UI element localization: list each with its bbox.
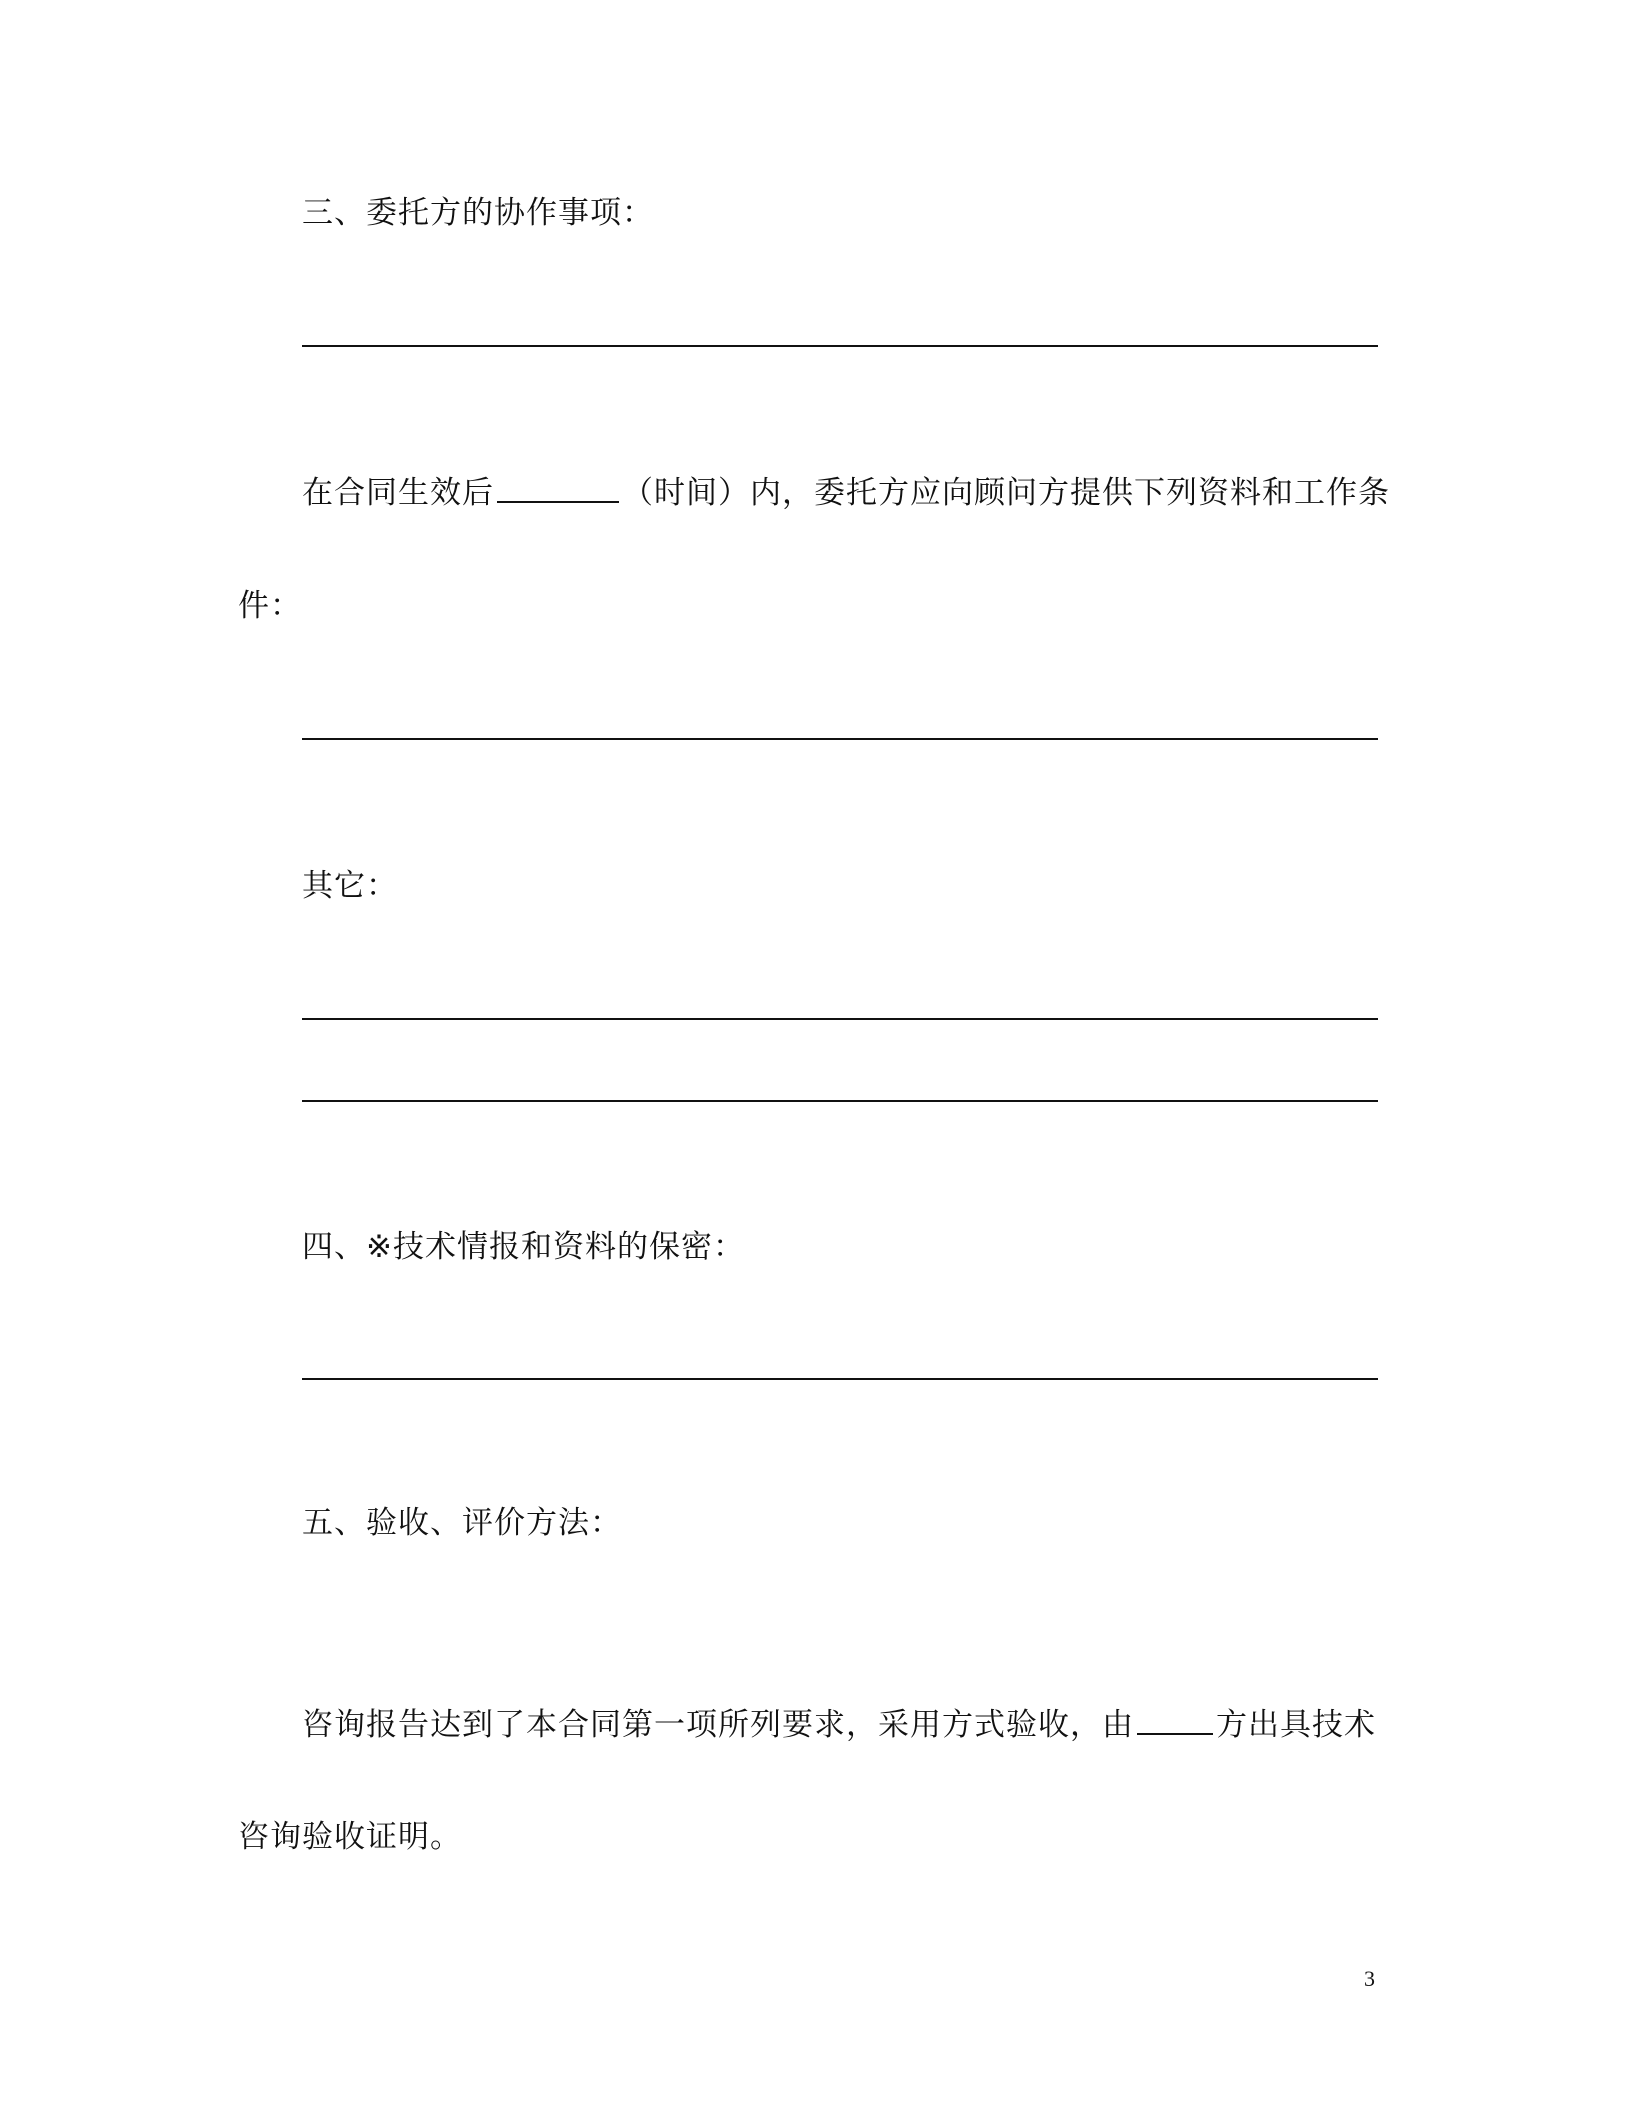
paragraph-continuation: 咨询验收证明。 xyxy=(238,1819,462,1855)
fill-in-line[interactable] xyxy=(302,345,1378,347)
paragraph-text-start: 在合同生效后 xyxy=(302,475,494,511)
paragraph-text-end: 方出具技术 xyxy=(1216,1707,1376,1743)
fill-in-line[interactable] xyxy=(302,1018,1378,1020)
party-blank-field[interactable] xyxy=(1137,1703,1213,1735)
paragraph-continuation: 件： xyxy=(238,588,302,624)
fill-in-line[interactable] xyxy=(302,1378,1378,1380)
section-4-heading: 四、※技术情报和资料的保密： xyxy=(302,1229,745,1265)
paragraph-text-start: 咨询报告达到了本合同第一项所列要求，采用方式验收，由 xyxy=(302,1707,1134,1743)
acceptance-paragraph xyxy=(302,1703,1376,1745)
page-number: 3 xyxy=(1364,1966,1375,1991)
other-label: 其它： xyxy=(302,868,398,904)
section-3-heading: 三、委托方的协作事项： xyxy=(302,195,654,231)
section-5-heading: 五、验收、评价方法： xyxy=(302,1505,622,1541)
paragraph-text-end: （时间）内，委托方应向顾问方提供下列资料和工作条 xyxy=(622,475,1390,511)
time-blank-field[interactable] xyxy=(497,471,619,503)
fill-in-line[interactable] xyxy=(302,1100,1378,1102)
cooperation-paragraph xyxy=(302,471,1390,513)
fill-in-line[interactable] xyxy=(302,738,1378,740)
